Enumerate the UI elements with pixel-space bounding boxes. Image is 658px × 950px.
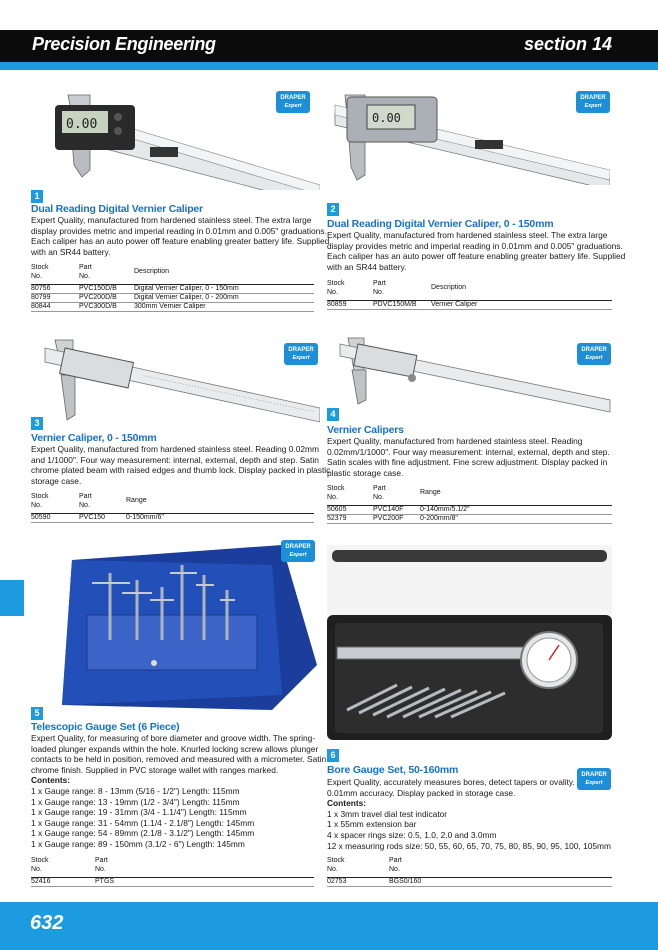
brand-logo: DRAPER Expert [281, 540, 315, 562]
bore-gauge-case-image [327, 545, 612, 745]
product-table [31, 855, 314, 887]
table-row: 50605 PVC140F 0-140mm/5.1/2" [327, 506, 612, 515]
product-number: 1 [31, 190, 43, 203]
table-header: Stock No. Part No. Description [327, 278, 612, 301]
contents-item: 1 x Gauge range: 31 - 54mm (1.1/4 - 2.1/8") Length: 145mm [31, 817, 255, 828]
product-number: 4 [327, 408, 339, 421]
product-description: Expert Quality, manufactured from hardened stainless steel. The extra large display provides metric and imperial reading in 0.01mm and 0.005" graduations. Each caliper has an auto power off feature enabling greater battery life. Supplied with an SR44 battery. [327, 230, 626, 272]
brand-logo: DRAPER Expert [577, 768, 611, 790]
page-number: 632 [30, 912, 64, 934]
contents-item: 1 x Gauge range: 89 - 150mm (3.1/2 - 6") Length: 145mm [31, 838, 245, 849]
table-row: 80756 PVC150D/B Digital Vernier Caliper, 0 - 150mm [31, 285, 314, 294]
contents-item: 1 x 55mm extension bar [327, 819, 417, 830]
contents-item: 1 x Gauge range: 54 - 89mm (2.1/8 - 3.1/2") Length: 145mm [31, 828, 255, 839]
contents-item: 1 x Gauge range: 8 - 13mm (5/16 - 1/2") Length: 115mm [31, 785, 240, 796]
product-description: Expert Quality, for measuring of bore diameter and groove width. The spring- loaded plunger expands within the hole. Knurled locking screw allows plunger contacts to be held in position, removed and measured with a micrometer. Satin chrome finish. Supplied in PVC storage wallet with ranges marked. Contents: 1 x Gauge range: 8 - 13mm (5/16 - 1/2") Length: 115mm 1 x Gauge range: 13 - 19mm (1/2 - 3/4") Length: 115mm 1 x Gauge range: 19 - 31mm (3/4 - 1.1/4") Length: 115mm 1 x Gauge range: 31 - 54mm (1.1/4 - 2.1/8") Length: 145mm 1 x Gauge range: 54 - 89mm (2.1/8 - 3.1/2") Length: 145mm 1 x Gauge range: 89 - 150mm (3.1/2 - 6") Length: 145mm [31, 733, 327, 849]
table-row: 52379 PVC200F 0-200mm/8" [327, 515, 612, 524]
brand-logo: DRAPER Expert [576, 91, 610, 113]
section-label: section 14 [523, 34, 612, 54]
product-description: Expert Quality, manufactured from hardened stainless steel. Reading 0.02mm/1/1000". Four way measurement: internal, external, depth and step. Satin scales with fine adjustment. Fine screw adjustment. Display packed in plastic storage case. [327, 436, 610, 478]
header-accent-bar [0, 62, 658, 70]
product-number: 2 [327, 203, 339, 216]
svg-text:0.00: 0.00 [372, 111, 401, 125]
brand-logo: DRAPER Expert [284, 343, 318, 365]
contents-item: 1 x Gauge range: 19 - 31mm (3/4 - 1.1/4") Length: 115mm [31, 807, 247, 818]
product-number: 6 [327, 749, 339, 762]
product-description: Expert Quality, accurately measures bores, detect tapers or ovality. 0.01mm accuracy. Display packed in storage case. Contents: 1 x 3mm travel dial test indicator 1 x 55mm extension bar 4 x spacer rings size: 0.5, 1.0, 2.0 and 3.0mm 12 x measuring rods size: 50, 55, 60, 65, 70, 75, 80, 85, 90, 95, 100, 105mm [327, 777, 611, 851]
product-number: 3 [31, 417, 43, 430]
table-header: Stock No. Part No. Description [31, 262, 314, 285]
contents-item: 4 x spacer rings size: 0.5, 1.0, 2.0 and 3.0mm [327, 829, 497, 840]
table-row: 80844 PVC300D/B 300mm Vernier Caliper [31, 303, 314, 312]
table-row: 80799 PVC200D/B Digital Vernier Caliper, 0 - 200mm [31, 294, 314, 303]
product-table [327, 855, 612, 887]
product-table [327, 278, 612, 310]
product-title: Dual Reading Digital Vernier Caliper, 0 - 150mm [327, 218, 554, 230]
table-row: 80859 PDVC150M/B Vernier Caliper [327, 301, 612, 310]
product-title: Vernier Caliper, 0 - 150mm [31, 432, 157, 444]
table-header: Stock No. Part No. [327, 855, 612, 878]
contents-label: Contents: [31, 775, 71, 786]
product-title: Vernier Calipers [327, 424, 404, 436]
table-row: 50590 PVC150 0-150mm/6" [31, 514, 314, 523]
digital-caliper-image [325, 85, 610, 185]
product-table [327, 483, 612, 524]
table-row: 52416 PTGS [31, 878, 314, 887]
brand-logo: DRAPER Expert [577, 343, 611, 365]
contents-item: 1 x 3mm travel dial test indicator [327, 808, 448, 819]
brand-logo: DRAPER Expert [276, 91, 310, 113]
page-footer [0, 902, 658, 950]
product-title: Bore Gauge Set, 50-160mm [327, 764, 459, 776]
section-side-tab [0, 580, 24, 616]
product-description: Expert Quality, manufactured from hardened stainless steel. The extra large display provides metric and imperial reading in 0.01mm and 0.005" graduations. Each caliper has an auto power off feature enabling greater battery life. Supplied with an SR44 battery. [31, 215, 330, 257]
vernier-caliper-image [330, 330, 615, 415]
contents-item: 1 x Gauge range: 13 - 19mm (1/2 - 3/4") Length: 115mm [31, 796, 240, 807]
svg-text:0.00: 0.00 [66, 117, 98, 132]
contents-label: Contents: [327, 798, 367, 809]
product-title: Dual Reading Digital Vernier Caliper [31, 203, 203, 215]
product-table [31, 491, 314, 523]
product-description: Expert Quality, manufactured from hardened stainless steel. Reading 0.02mm and 1/1000". Four way measurement: internal, external, depth and step. Satin chrome plated beam with raised edges and thumb lock. Display packed in plastic storage case. [31, 444, 331, 486]
product-title: Telescopic Gauge Set (6 Piece) [31, 721, 180, 733]
table-header: Stock No. Part No. Range [31, 491, 314, 514]
product-number: 5 [31, 707, 43, 720]
vernier-caliper-image [35, 330, 320, 425]
table-row: 02753 BGS0/160 [327, 878, 612, 887]
table-header: Stock No. Part No. [31, 855, 314, 878]
page-title: Precision Engineering [32, 34, 216, 54]
telescopic-gauge-wallet-image [32, 545, 317, 710]
page-header [0, 30, 658, 62]
contents-item: 12 x measuring rods size: 50, 55, 60, 65, 70, 75, 80, 85, 90, 95, 100, 105mm [327, 840, 611, 851]
product-table [31, 262, 314, 312]
table-header: Stock No. Part No. Range [327, 483, 612, 506]
